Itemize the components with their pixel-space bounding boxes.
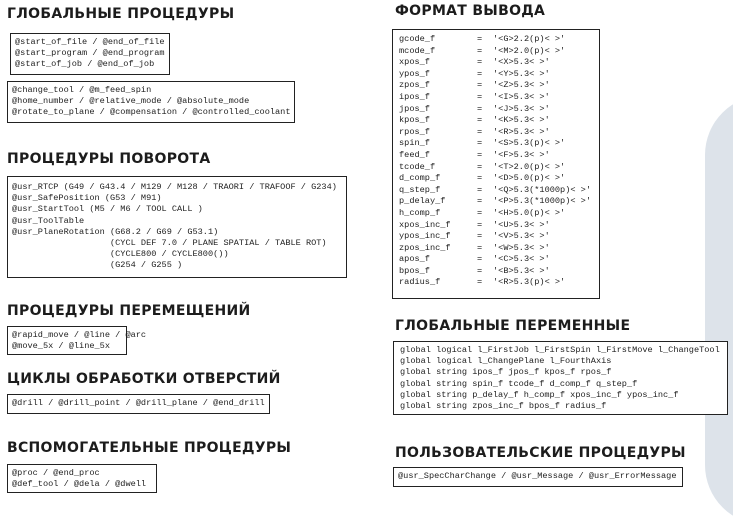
format-equals-sign: = [477,68,483,79]
format-value: '<Z>5.3< >' [493,80,550,91]
output-format-list [399,34,593,289]
code-line: @change_tool / @m_feed_spin [12,85,152,95]
format-row [399,208,593,220]
format-value: '<B>5.3< >' [493,265,550,276]
format-variable-name: radius_f [399,277,441,288]
format-equals-sign: = [477,196,483,207]
format-variable-name: rpos_f [399,126,430,137]
user-procedures-box [393,467,683,487]
code-line: (CYCLE800 / CYCLE800()) [12,249,229,260]
format-equals-sign: = [477,184,483,195]
drill-cycles-title: ЦИКЛЫ ОБРАБОТКИ ОТВЕРСТИЙ [7,371,281,387]
format-row [399,162,593,174]
code-line: @usr_SafePosition (G53 / M91) [12,193,162,204]
code-line: @rotate_to_plane / @compensation / @controlled_coolant [12,107,291,118]
format-value: '<F>5.3< >' [493,149,550,160]
format-variable-name: tcode_f [399,161,436,172]
format-equals-sign: = [477,126,483,137]
format-row [399,104,593,116]
format-row [399,185,593,197]
global-procedures-box-1 [10,33,170,75]
format-value: '<P>5.3(*1000p)< >' [493,196,591,207]
format-variable-name: bpos_f [399,265,430,276]
code-line: @usr_RTCP (G49 / G43.4 / M129 / M128 / TRAORI / TRAFOOF / G234) [12,182,337,192]
format-equals-sign: = [477,115,483,126]
format-row [399,254,593,266]
format-value: '<I>5.3< >' [493,91,550,102]
format-variable-name: ypos_f [399,68,430,79]
code-line: (G254 / G255 ) [12,260,183,271]
format-row [399,173,593,185]
format-value: '<M>2.0(p)< >' [493,45,566,56]
format-equals-sign: = [477,91,483,102]
format-row [399,80,593,92]
format-equals-sign: = [477,161,483,172]
format-value: '<Y>5.3< >' [493,68,550,79]
global-procedures-box-2 [7,81,295,123]
format-row [399,34,593,46]
code-line: @usr_ToolTable [12,215,85,226]
code-line: global string ipos_f jpos_f kpos_f rpos_f [400,367,612,378]
format-equals-sign: = [477,219,483,230]
format-variable-name: q_step_f [399,184,441,195]
format-variable-name: feed_f [399,149,430,160]
user-procedures-title: ПОЛЬЗОВАТЕЛЬСКИЕ ПРОЦЕДУРЫ [395,445,686,461]
format-equals-sign: = [477,34,483,44]
format-equals-sign: = [477,207,483,218]
rotation-procedures-title: ПРОЦЕДУРЫ ПОВОРОТА [7,151,211,167]
code-line: @move_5x / @line_5x [12,341,110,352]
code-line: @usr_SpecCharChange / @usr_Message / @usr_ErrorMessage [398,471,677,481]
format-variable-name: jpos_f [399,103,430,114]
format-row [399,196,593,208]
format-variable-name: gcode_f [399,34,436,44]
format-row [399,150,593,162]
decorative-background-shape [705,95,733,525]
format-equals-sign: = [477,254,483,265]
format-equals-sign: = [477,231,483,242]
rotation-procedures-box [7,176,347,278]
format-value: '<R>5.3(p)< >' [493,277,566,288]
format-value: '<T>2.0(p)< >' [493,161,566,172]
format-variable-name: h_comp_f [399,207,441,218]
format-row [399,243,593,255]
move-procedures-title: ПРОЦЕДУРЫ ПЕРЕМЕЩЕНИЙ [7,303,251,319]
format-variable-name: ypos_inc_f [399,231,451,242]
global-variables-box [393,341,728,415]
code-line: global string spin_f tcode_f d_comp_f q_step_f [400,378,638,389]
format-equals-sign: = [477,45,483,56]
format-variable-name: d_comp_f [399,173,441,184]
format-variable-name: xpos_inc_f [399,219,451,230]
format-variable-name: mcode_f [399,45,436,56]
format-value: '<J>5.3< >' [493,103,550,114]
format-value: '<G>2.2(p)< >' [493,34,566,44]
format-row [399,127,593,139]
format-value: '<C>5.3< >' [493,254,550,265]
aux-procedures-title: ВСПОМОГАТЕЛЬНЫЕ ПРОЦЕДУРЫ [7,440,292,456]
code-line: @proc / @end_proc [12,468,100,478]
format-value: '<D>5.0(p)< >' [493,173,566,184]
format-equals-sign: = [477,103,483,114]
move-procedures-box [7,326,147,355]
code-line: global string zpos_inc_f bpos_f radius_f [400,401,607,412]
format-equals-sign: = [477,265,483,276]
code-line: @start_of_file / @end_of_file [15,37,165,47]
format-value: '<H>5.0(p)< >' [493,207,566,218]
format-equals-sign: = [477,277,483,288]
format-row [399,220,593,232]
format-value: '<S>5.3(p)< >' [493,138,566,149]
format-variable-name: xpos_f [399,57,430,68]
output-format-title: ФОРМАТ ВЫВОДА [395,3,546,19]
format-variable-name: zpos_f [399,80,430,91]
code-line: @usr_PlaneRotation (G68.2 / G69 / G53.1) [12,226,219,237]
format-row [399,69,593,81]
code-line: global logical l_ChangePlane l_FourthAxis [400,356,612,367]
code-line: @start_program / @end_program [15,48,165,59]
format-row [399,266,593,278]
format-variable-name: spin_f [399,138,430,149]
format-row [399,277,593,289]
format-variable-name: apos_f [399,254,430,265]
global-variables-title: ГЛОБАЛЬНЫЕ ПЕРЕМЕННЫЕ [395,318,631,334]
format-row [399,138,593,150]
drill-cycles-box [7,394,270,414]
format-value: '<W>5.3< >' [493,242,550,253]
format-row [399,46,593,58]
format-variable-name: kpos_f [399,115,430,126]
format-row [399,231,593,243]
format-value: '<V>5.3< >' [493,231,550,242]
format-variable-name: zpos_inc_f [399,242,451,253]
global-procedures-title: ГЛОБАЛЬНЫЕ ПРОЦЕДУРЫ [7,6,235,22]
format-equals-sign: = [477,57,483,68]
code-line: @drill / @drill_point / @drill_plane / @end_drill [12,398,265,408]
format-equals-sign: = [477,242,483,253]
code-line: (CYCL DEF 7.0 / PLANE SPATIAL / TABLE ROT) [12,238,327,249]
format-equals-sign: = [477,149,483,160]
aux-procedures-box [7,464,157,493]
code-line: global string p_delay_f h_comp_f xpos_inc_f ypos_inc_f [400,389,679,400]
format-equals-sign: = [477,138,483,149]
format-equals-sign: = [477,173,483,184]
code-line: @rapid_move / @line / @arc [12,330,147,340]
format-row [399,92,593,104]
format-variable-name: p_delay_f [399,196,446,207]
code-line: @def_tool / @dela / @dwell [12,479,147,490]
format-value: '<U>5.3< >' [493,219,550,230]
format-value: '<Q>5.3(*1000p)< >' [493,184,591,195]
format-value: '<K>5.3< >' [493,115,550,126]
output-format-box [392,29,600,299]
format-value: '<R>5.3< >' [493,126,550,137]
code-line: @home_number / @relative_mode / @absolute_mode [12,96,250,107]
format-row [399,115,593,127]
code-line: @start_of_job / @end_of_job [15,59,155,70]
format-row [399,57,593,69]
format-equals-sign: = [477,80,483,91]
code-line: @usr_StartTool (M5 / M6 / TOOL CALL ) [12,204,203,215]
format-value: '<X>5.3< >' [493,57,550,68]
format-variable-name: ipos_f [399,91,430,102]
code-line: global logical l_FirstJob l_FirstSpin l_FirstMove l_ChangeTool [400,345,720,355]
